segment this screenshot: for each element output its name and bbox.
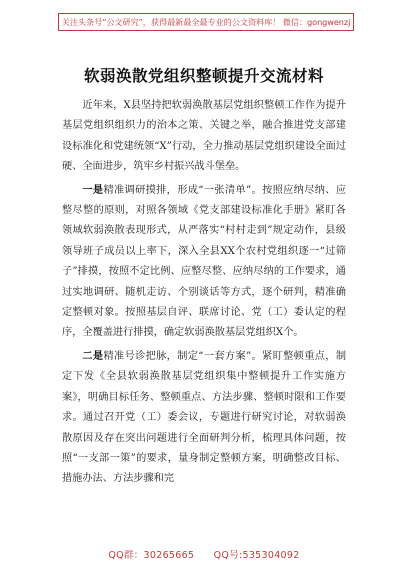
section-1-lead: 一是 xyxy=(82,183,104,196)
section-1-text: 精准调研摸排，形成“一张清单”。按照应纳尽纳、应整尽整的原则，对照各领域《党支部建设标准化手册》紧盯各领域软弱涣散表现形式，从严落实“村村走到”规定动作，县级领导班子成员以上率下，深入全县XX个农村党组织逐一“过筛子”排摸，按照不定比例、应整尽整、应纳尽纳的工作要求，通过实地调研、随机走访、个别谈话等方式，逐个研判，精准确定整顿对象。按照基层自评、联席讨论、党（工）委认定的程序，全覆盖进行排摸，确定软弱涣散基层党组织X个。 xyxy=(62,184,347,339)
header-notice-text: 关注头条号“公文研究”，获得最新最全最专业的公文资料库！ 微信：gongwenzj xyxy=(61,16,351,27)
intro-paragraph: 近年来，X县坚持把软弱涣散基层党组织整顿工作作为提升基层党组织组织力的治本之策、关键之举，融合推进党支部建设标准化和党建统领“X”行动，全力推动基层党组织建设全面过硬、全面进步，筑牢乡村振兴战斗堡垒。 xyxy=(62,100,346,173)
footer-contact xyxy=(0,547,408,561)
section-2-lead: 二是 xyxy=(82,349,104,362)
footer-qq-number: QQ号:535304092 xyxy=(213,550,300,561)
document-title: 软弱涣散党组织整顿提升交流材料 xyxy=(83,67,324,85)
section-1-paragraph xyxy=(62,180,346,344)
footer-qq-group: QQ群：30265665 xyxy=(108,550,195,561)
section-2-text: 精准号诊把脉，制定“一套方案”。紧盯整顿重点，制定下发《全县软弱涣散基层党组织集中整顿提升工作实施方案》，明确目标任务、整顿重点、方法步骤、整顿时限和工作要求。通过召开党（工）委会议，专题进行研究讨论，对软弱涣散原因及存在突出问题进行全面研判分析，梳理具体问题，按照“一支部一策”的要求，量身制定整顿方案，明确整改目标、措施办法、方法步骤和完 xyxy=(62,350,347,485)
section-2-paragraph xyxy=(62,346,346,490)
header-notice-banner xyxy=(58,13,354,31)
document-body xyxy=(62,96,346,490)
